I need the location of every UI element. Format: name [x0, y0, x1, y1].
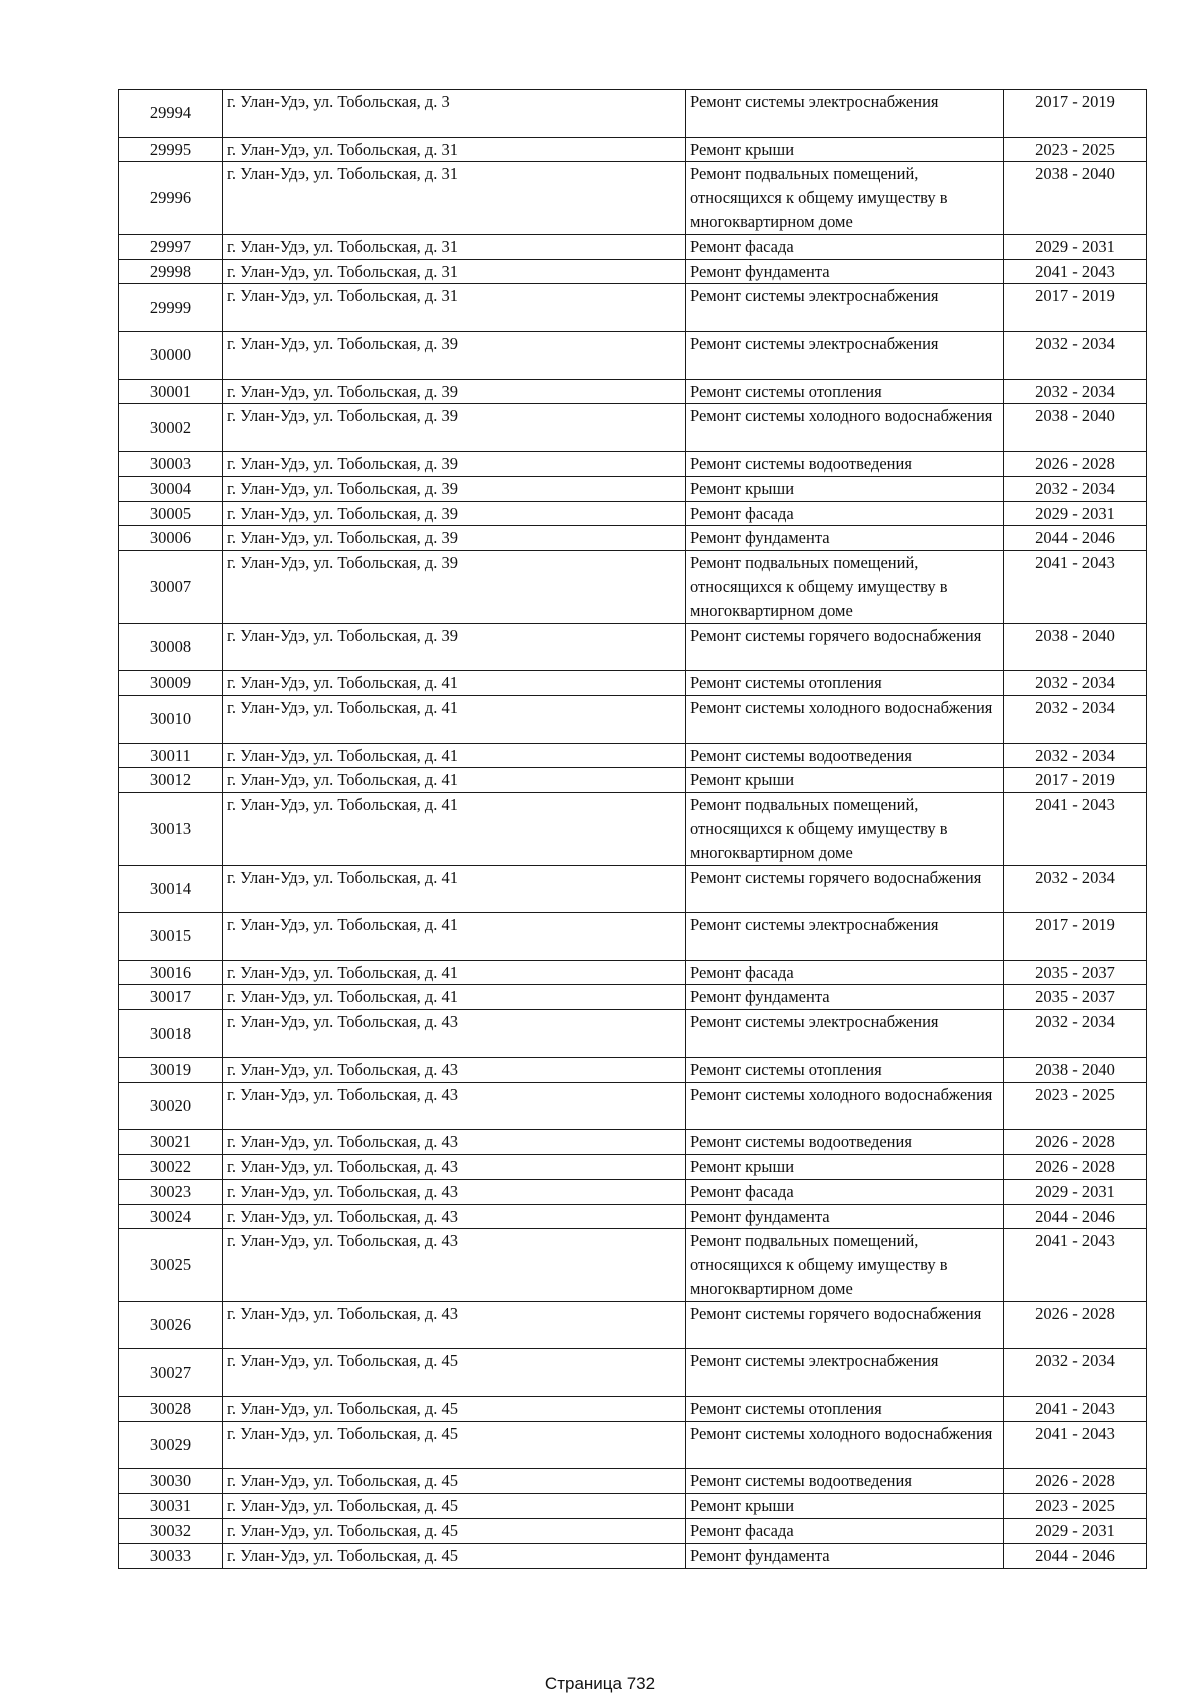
- period-cell: 2023 - 2025: [1004, 1494, 1147, 1519]
- address-cell: г. Улан-Удэ, ул. Тобольская, д. 41: [223, 695, 686, 743]
- record-number-cell: 30033: [119, 1543, 223, 1568]
- work-type-cell: Ремонт фасада: [686, 501, 1004, 526]
- table-row: [119, 695, 1147, 743]
- period-cell: 2026 - 2028: [1004, 1469, 1147, 1494]
- record-number-cell: 30023: [119, 1179, 223, 1204]
- period-cell: 2017 - 2019: [1004, 284, 1147, 332]
- address-cell: г. Улан-Удэ, ул. Тобольская, д. 39: [223, 331, 686, 379]
- record-number-cell: 30022: [119, 1155, 223, 1180]
- address-cell: г. Улан-Удэ, ул. Тобольская, д. 45: [223, 1469, 686, 1494]
- table-row: [119, 1301, 1147, 1349]
- table-row: [119, 1349, 1147, 1397]
- table-row: [119, 1204, 1147, 1229]
- record-number-cell: 30016: [119, 960, 223, 985]
- address-cell: г. Улан-Удэ, ул. Тобольская, д. 45: [223, 1421, 686, 1469]
- work-type-cell: Ремонт подвальных помещений, относящихся к общему имуществу в многоквартирном доме: [686, 1229, 1004, 1301]
- record-number-cell: 30021: [119, 1130, 223, 1155]
- table-row: [119, 985, 1147, 1010]
- table-row: [119, 259, 1147, 284]
- period-cell: 2038 - 2040: [1004, 404, 1147, 452]
- address-cell: г. Улан-Удэ, ул. Тобольская, д. 39: [223, 379, 686, 404]
- address-cell: г. Улан-Удэ, ул. Тобольская, д. 31: [223, 137, 686, 162]
- period-cell: 2038 - 2040: [1004, 623, 1147, 671]
- table-row: [119, 501, 1147, 526]
- period-cell: 2032 - 2034: [1004, 695, 1147, 743]
- work-type-cell: Ремонт фасада: [686, 1519, 1004, 1544]
- address-cell: г. Улан-Удэ, ул. Тобольская, д. 3: [223, 90, 686, 138]
- table-row: [119, 551, 1147, 623]
- record-number-cell: 30004: [119, 476, 223, 501]
- table-row: [119, 1130, 1147, 1155]
- address-cell: г. Улан-Удэ, ул. Тобольская, д. 39: [223, 551, 686, 623]
- address-cell: г. Улан-Удэ, ул. Тобольская, д. 43: [223, 1204, 686, 1229]
- period-cell: 2029 - 2031: [1004, 234, 1147, 259]
- table-row: [119, 1010, 1147, 1058]
- address-cell: г. Улан-Удэ, ул. Тобольская, д. 39: [223, 476, 686, 501]
- address-cell: г. Улан-Удэ, ул. Тобольская, д. 39: [223, 501, 686, 526]
- record-number-cell: 30011: [119, 743, 223, 768]
- work-type-cell: Ремонт системы отопления: [686, 1057, 1004, 1082]
- period-cell: 2017 - 2019: [1004, 768, 1147, 793]
- work-type-cell: Ремонт фундамента: [686, 1543, 1004, 1568]
- period-cell: 2041 - 2043: [1004, 259, 1147, 284]
- period-cell: 2026 - 2028: [1004, 451, 1147, 476]
- period-cell: 2041 - 2043: [1004, 551, 1147, 623]
- period-cell: 2029 - 2031: [1004, 1179, 1147, 1204]
- record-number-cell: 30026: [119, 1301, 223, 1349]
- address-cell: г. Улан-Удэ, ул. Тобольская, д. 39: [223, 526, 686, 551]
- record-number-cell: 30017: [119, 985, 223, 1010]
- address-cell: г. Улан-Удэ, ул. Тобольская, д. 41: [223, 985, 686, 1010]
- work-type-cell: Ремонт фундамента: [686, 526, 1004, 551]
- address-cell: г. Улан-Удэ, ул. Тобольская, д. 41: [223, 768, 686, 793]
- table-row: [119, 1543, 1147, 1568]
- work-type-cell: Ремонт системы водоотведения: [686, 1130, 1004, 1155]
- record-number-cell: 30024: [119, 1204, 223, 1229]
- table-row: [119, 162, 1147, 234]
- work-type-cell: Ремонт крыши: [686, 137, 1004, 162]
- table-row: [119, 743, 1147, 768]
- period-cell: 2026 - 2028: [1004, 1155, 1147, 1180]
- repair-schedule-table: [118, 89, 1147, 1569]
- period-cell: 2044 - 2046: [1004, 1204, 1147, 1229]
- period-cell: 2029 - 2031: [1004, 501, 1147, 526]
- period-cell: 2017 - 2019: [1004, 90, 1147, 138]
- record-number-cell: 30006: [119, 526, 223, 551]
- address-cell: г. Улан-Удэ, ул. Тобольская, д. 43: [223, 1010, 686, 1058]
- period-cell: 2017 - 2019: [1004, 913, 1147, 961]
- work-type-cell: Ремонт подвальных помещений, относящихся к общему имуществу в многоквартирном доме: [686, 551, 1004, 623]
- table-row: [119, 331, 1147, 379]
- table-row: [119, 404, 1147, 452]
- work-type-cell: Ремонт крыши: [686, 476, 1004, 501]
- address-cell: г. Улан-Удэ, ул. Тобольская, д. 45: [223, 1494, 686, 1519]
- table-row: [119, 623, 1147, 671]
- record-number-cell: 30002: [119, 404, 223, 452]
- period-cell: 2032 - 2034: [1004, 331, 1147, 379]
- record-number-cell: 30009: [119, 671, 223, 696]
- record-number-cell: 30030: [119, 1469, 223, 1494]
- address-cell: г. Улан-Удэ, ул. Тобольская, д. 41: [223, 865, 686, 913]
- table-row: [119, 960, 1147, 985]
- period-cell: 2032 - 2034: [1004, 671, 1147, 696]
- work-type-cell: Ремонт системы отопления: [686, 671, 1004, 696]
- period-cell: 2035 - 2037: [1004, 985, 1147, 1010]
- work-type-cell: Ремонт фасада: [686, 234, 1004, 259]
- record-number-cell: 30031: [119, 1494, 223, 1519]
- table-row: [119, 1155, 1147, 1180]
- address-cell: г. Улан-Удэ, ул. Тобольская, д. 43: [223, 1155, 686, 1180]
- address-cell: г. Улан-Удэ, ул. Тобольская, д. 43: [223, 1082, 686, 1130]
- work-type-cell: Ремонт крыши: [686, 1494, 1004, 1519]
- table-row: [119, 793, 1147, 865]
- work-type-cell: Ремонт системы электроснабжения: [686, 1010, 1004, 1058]
- period-cell: 2032 - 2034: [1004, 865, 1147, 913]
- period-cell: 2038 - 2040: [1004, 1057, 1147, 1082]
- address-cell: г. Улан-Удэ, ул. Тобольская, д. 31: [223, 162, 686, 234]
- page-number: Страница 732: [544, 1674, 656, 1693]
- address-cell: г. Улан-Удэ, ул. Тобольская, д. 43: [223, 1179, 686, 1204]
- work-type-cell: Ремонт системы водоотведения: [686, 1469, 1004, 1494]
- work-type-cell: Ремонт системы электроснабжения: [686, 913, 1004, 961]
- address-cell: г. Улан-Удэ, ул. Тобольская, д. 39: [223, 404, 686, 452]
- table-row: [119, 451, 1147, 476]
- period-cell: 2032 - 2034: [1004, 476, 1147, 501]
- record-number-cell: 30001: [119, 379, 223, 404]
- work-type-cell: Ремонт системы водоотведения: [686, 451, 1004, 476]
- period-cell: 2026 - 2028: [1004, 1301, 1147, 1349]
- record-number-cell: 30012: [119, 768, 223, 793]
- work-type-cell: Ремонт крыши: [686, 768, 1004, 793]
- address-cell: г. Улан-Удэ, ул. Тобольская, д. 39: [223, 451, 686, 476]
- work-type-cell: Ремонт системы горячего водоснабжения: [686, 623, 1004, 671]
- period-cell: 2029 - 2031: [1004, 1519, 1147, 1544]
- period-cell: 2038 - 2040: [1004, 162, 1147, 234]
- address-cell: г. Улан-Удэ, ул. Тобольская, д. 31: [223, 284, 686, 332]
- work-type-cell: Ремонт системы электроснабжения: [686, 1349, 1004, 1397]
- table-row: [119, 284, 1147, 332]
- record-number-cell: 29996: [119, 162, 223, 234]
- record-number-cell: 30014: [119, 865, 223, 913]
- work-type-cell: Ремонт системы отопления: [686, 379, 1004, 404]
- work-type-cell: Ремонт крыши: [686, 1155, 1004, 1180]
- table-row: [119, 137, 1147, 162]
- record-number-cell: 29994: [119, 90, 223, 138]
- table-row: [119, 671, 1147, 696]
- period-cell: 2026 - 2028: [1004, 1130, 1147, 1155]
- record-number-cell: 30032: [119, 1519, 223, 1544]
- table-row: [119, 234, 1147, 259]
- table-row: [119, 476, 1147, 501]
- address-cell: г. Улан-Удэ, ул. Тобольская, д. 43: [223, 1057, 686, 1082]
- work-type-cell: Ремонт системы отопления: [686, 1397, 1004, 1422]
- table-row: [119, 526, 1147, 551]
- record-number-cell: 30018: [119, 1010, 223, 1058]
- record-number-cell: 30005: [119, 501, 223, 526]
- address-cell: г. Улан-Удэ, ул. Тобольская, д. 43: [223, 1301, 686, 1349]
- period-cell: 2032 - 2034: [1004, 743, 1147, 768]
- record-number-cell: 30027: [119, 1349, 223, 1397]
- address-cell: г. Улан-Удэ, ул. Тобольская, д. 45: [223, 1397, 686, 1422]
- record-number-cell: 30028: [119, 1397, 223, 1422]
- record-number-cell: 30000: [119, 331, 223, 379]
- period-cell: 2041 - 2043: [1004, 793, 1147, 865]
- work-type-cell: Ремонт фундамента: [686, 1204, 1004, 1229]
- record-number-cell: 30025: [119, 1229, 223, 1301]
- table-row: [119, 1057, 1147, 1082]
- address-cell: г. Улан-Удэ, ул. Тобольская, д. 45: [223, 1519, 686, 1544]
- table-row: [119, 1179, 1147, 1204]
- table-row: [119, 90, 1147, 138]
- period-cell: 2023 - 2025: [1004, 1082, 1147, 1130]
- work-type-cell: Ремонт фундамента: [686, 985, 1004, 1010]
- work-type-cell: Ремонт системы электроснабжения: [686, 90, 1004, 138]
- table-row: [119, 1519, 1147, 1544]
- period-cell: 2044 - 2046: [1004, 526, 1147, 551]
- address-cell: г. Улан-Удэ, ул. Тобольская, д. 31: [223, 259, 686, 284]
- record-number-cell: 30029: [119, 1421, 223, 1469]
- table-body: [119, 90, 1147, 1569]
- period-cell: 2044 - 2046: [1004, 1543, 1147, 1568]
- address-cell: г. Улан-Удэ, ул. Тобольская, д. 41: [223, 671, 686, 696]
- record-number-cell: 30008: [119, 623, 223, 671]
- address-cell: г. Улан-Удэ, ул. Тобольская, д. 45: [223, 1543, 686, 1568]
- record-number-cell: 30019: [119, 1057, 223, 1082]
- period-cell: 2032 - 2034: [1004, 1349, 1147, 1397]
- period-cell: 2023 - 2025: [1004, 137, 1147, 162]
- work-type-cell: Ремонт системы холодного водоснабжения: [686, 1082, 1004, 1130]
- address-cell: г. Улан-Удэ, ул. Тобольская, д. 43: [223, 1229, 686, 1301]
- work-type-cell: Ремонт фундамента: [686, 259, 1004, 284]
- work-type-cell: Ремонт подвальных помещений, относящихся к общему имуществу в многоквартирном доме: [686, 162, 1004, 234]
- table-row: [119, 379, 1147, 404]
- address-cell: г. Улан-Удэ, ул. Тобольская, д. 41: [223, 913, 686, 961]
- record-number-cell: 29998: [119, 259, 223, 284]
- record-number-cell: 30003: [119, 451, 223, 476]
- record-number-cell: 29997: [119, 234, 223, 259]
- period-cell: 2035 - 2037: [1004, 960, 1147, 985]
- period-cell: 2032 - 2034: [1004, 379, 1147, 404]
- address-cell: г. Улан-Удэ, ул. Тобольская, д. 45: [223, 1349, 686, 1397]
- work-type-cell: Ремонт системы электроснабжения: [686, 331, 1004, 379]
- work-type-cell: Ремонт системы холодного водоснабжения: [686, 404, 1004, 452]
- address-cell: г. Улан-Удэ, ул. Тобольская, д. 43: [223, 1130, 686, 1155]
- address-cell: г. Улан-Удэ, ул. Тобольская, д. 31: [223, 234, 686, 259]
- work-type-cell: Ремонт фасада: [686, 1179, 1004, 1204]
- record-number-cell: 30010: [119, 695, 223, 743]
- table-row: [119, 865, 1147, 913]
- address-cell: г. Улан-Удэ, ул. Тобольская, д. 41: [223, 743, 686, 768]
- work-type-cell: Ремонт подвальных помещений, относящихся к общему имуществу в многоквартирном доме: [686, 793, 1004, 865]
- work-type-cell: Ремонт системы холодного водоснабжения: [686, 1421, 1004, 1469]
- record-number-cell: 30007: [119, 551, 223, 623]
- table-row: [119, 1229, 1147, 1301]
- work-type-cell: Ремонт системы холодного водоснабжения: [686, 695, 1004, 743]
- record-number-cell: 29995: [119, 137, 223, 162]
- table-row: [119, 1494, 1147, 1519]
- address-cell: г. Улан-Удэ, ул. Тобольская, д. 41: [223, 793, 686, 865]
- period-cell: 2041 - 2043: [1004, 1421, 1147, 1469]
- table-row: [119, 913, 1147, 961]
- table-row: [119, 1421, 1147, 1469]
- record-number-cell: 30013: [119, 793, 223, 865]
- address-cell: г. Улан-Удэ, ул. Тобольская, д. 41: [223, 960, 686, 985]
- table-row: [119, 1469, 1147, 1494]
- period-cell: 2041 - 2043: [1004, 1397, 1147, 1422]
- record-number-cell: 30020: [119, 1082, 223, 1130]
- record-number-cell: 29999: [119, 284, 223, 332]
- work-type-cell: Ремонт системы горячего водоснабжения: [686, 865, 1004, 913]
- period-cell: 2041 - 2043: [1004, 1229, 1147, 1301]
- work-type-cell: Ремонт системы водоотведения: [686, 743, 1004, 768]
- record-number-cell: 30015: [119, 913, 223, 961]
- period-cell: 2032 - 2034: [1004, 1010, 1147, 1058]
- table-row: [119, 1082, 1147, 1130]
- work-type-cell: Ремонт системы горячего водоснабжения: [686, 1301, 1004, 1349]
- table-row: [119, 768, 1147, 793]
- work-type-cell: Ремонт фасада: [686, 960, 1004, 985]
- work-type-cell: Ремонт системы электроснабжения: [686, 284, 1004, 332]
- address-cell: г. Улан-Удэ, ул. Тобольская, д. 39: [223, 623, 686, 671]
- table-row: [119, 1397, 1147, 1422]
